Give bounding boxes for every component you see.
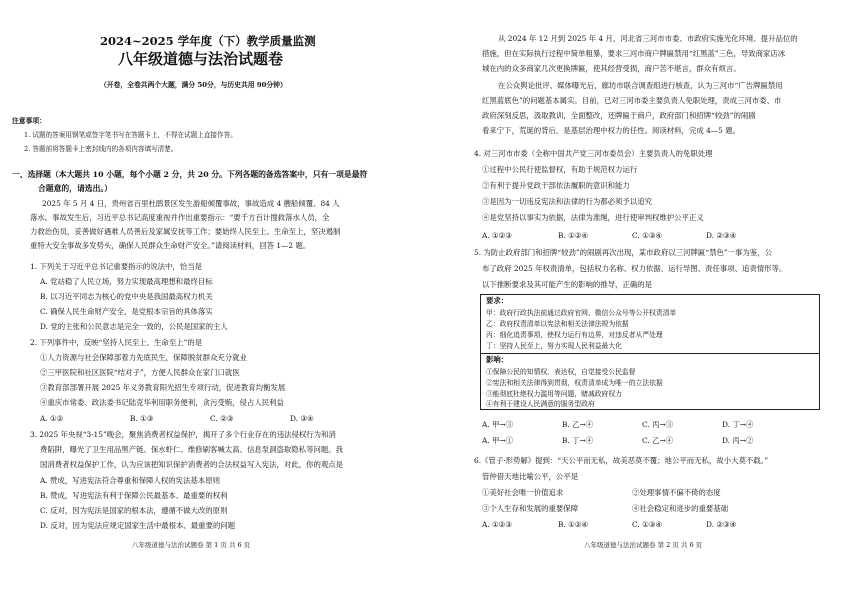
page-footer: 八年级道德与法治试题卷 第 1 页 共 6 页 (132, 541, 251, 549)
exam-info: （开卷，全卷共两个大题，满分 50分，与历史共用 90分钟） (100, 81, 287, 89)
q1-option: A. 党站稳了人民立场，努力实现最高理想和最终目标 (40, 277, 213, 286)
question-6-cont: 管仲借天地比喻公平，公平是 (482, 472, 579, 481)
passage-line: 看来宁下，荒诞的背后，是基层治理中权力的任性。阅读材料，完成 4—5 题。 (482, 126, 740, 135)
question-3-cont: 国消费者权益保护工作，认为应该把知识保护消费者的合法权益写入宪法，对此，你的观点是 (40, 460, 344, 469)
passage-line: 措施，但在实际执行过程中简单粗暴，要求三河市商户牌匾禁用“红黑蓝”三色，导致商家店冰 (482, 49, 786, 58)
passage-line: 重特大安全事故多发势头，确保人民群众生命财产安全。”请阅读材料，回答 1—2 题。 (30, 241, 311, 250)
q2-item: ④重庆市常委、政法委书记陆克华利用职务便利，贪污受贿，侵占人民利益 (40, 398, 284, 407)
passage-line: 红黑蓝底色”的问题基本属实。目前，已对三河市委主要负责人免职处理，责成三河市委、市 (482, 96, 782, 105)
section-heading-cont: 合题意的，请选出。） (38, 184, 113, 193)
box-effects-heading: 影响： (486, 355, 509, 364)
q4-option: C. ①③④ (632, 231, 662, 240)
notice-item: 2. 答题前将答题卡上密封线内的各项内容填写清楚。 (24, 145, 178, 153)
subject-title: 八年级道德与法治试题卷 (118, 50, 284, 68)
q2-item: ②三甲医院和社区医院“结对子”，方便人民群众在家门口就医 (40, 368, 240, 377)
q5-option: D. 丙→② (722, 436, 754, 445)
exam-title: 2024~2025 学年度（下）教学质量监测 (100, 34, 316, 48)
q5-option: B. 乙→④ (562, 420, 594, 429)
question-2: 2. 下列事件中，反映“坚持人民至上、生命至上”的是 (30, 338, 203, 347)
q6-option: D. ②③④ (706, 520, 737, 529)
q6-option: C. ①③④ (632, 520, 662, 529)
q6-option: B. ①②④ (558, 520, 589, 529)
q3-option: A. 赞成，写进宪法符合尊重和保障人权的宪法基本原则 (40, 476, 221, 485)
q4-option: D. ②③④ (706, 231, 737, 240)
question-5-cont: 以下推断要求及其可能产生的影响的推导，正确的是 (482, 280, 652, 289)
q4-item: ②有利于提升党政干部依法履职的意识和能力 (482, 181, 630, 190)
passage-line: 政府深刻反思，汲取教训，全面整改，还牌匾于商户，政府部门和招牌“较劲”的闹剧 (482, 111, 756, 120)
q5-option: A. 甲→① (482, 436, 514, 445)
q6-item: ④社会稳定和进步的重要基础 (632, 504, 729, 513)
question-3: 3. 2025 年央视“3·15”晚会，聚焦消费者权益保护，揭开了多个行业存在的违法侵权行为和消 (30, 430, 336, 439)
box-requirements-heading: 要求： (486, 296, 509, 305)
question-6: 6.《管子·形势解》提到：“天公平而无私，故美恶莫不覆；地公平而无私，故小大莫不载。” (474, 456, 769, 465)
question-3-cont: 费陷阱，曝光了卫生用品黑产链、保水虾仁、维修刷客喊太高、信息泵洞盗取隐私等问题。我 (40, 445, 344, 454)
notice-heading: 注意事项： (12, 117, 46, 125)
q2-item: ③教育部部署开展 2025 年义务教育阳光招生专项行动，促进教育均衡发展 (40, 383, 286, 392)
q4-item: ③是因为一切违反宪法和法律的行为都必须予以追究 (482, 197, 652, 206)
q5-option: B. 丁→④ (562, 436, 594, 445)
q5-option: C. 丙→③ (642, 420, 674, 429)
q4-option: B. ①②④ (558, 231, 589, 240)
section-heading: 一、选择题（本大题共 10 小题，每个小题 2 分，共 20 分。下列各题的备选答案中，只有一项是最符 (12, 170, 368, 179)
q1-option: C. 确保人民生命财产安全，是党根本宗旨的具体落实 (40, 307, 213, 316)
box-effect: ③能彻底杜绝权力滥用等问题，赌减政府权力 (486, 390, 622, 398)
q5-option: D. 丁→④ (722, 420, 754, 429)
q5-option: A. 甲→③ (482, 420, 514, 429)
q6-option: A. ①②③ (482, 520, 512, 529)
q2-option: A. ①② (40, 414, 64, 423)
passage-line: 从 2024 年 12 月到 2025 年 4 月，河北省三河市市委、市政府实施光化环境、提升品位的 (498, 34, 798, 43)
box-requirement: 丙：细化追责事项，使权力运行有边界，对违反者从严处理 (486, 331, 663, 339)
q5-option: C. 乙→④ (642, 436, 674, 445)
q1-option: B. 以习近平同志为核心的党中央是我国最高权力机关 (40, 292, 213, 301)
q2-option: D. ③④ (290, 414, 314, 423)
passage-line: 2025 年 5 月 4 日，贵州省百里杜鹃景区发生游船倾覆事故，事故造成 4 艘船倾覆、84 人 (42, 199, 340, 208)
q6-item: ③个人生存和发展的重要保障 (482, 504, 579, 513)
box-effect: ②宪法和相关法律得到贯彻，权责清单成为唯一的立法依据 (486, 379, 663, 387)
q3-option: C. 反对，因为宪法是国家的根本法，遵循不做大改的原则 (40, 506, 228, 515)
passage-line: 力救治伤员，妥善做好遇难人员善后及家属安抚等工作；要始终人民至上、生命至上，坚决遏制 (30, 227, 341, 236)
question-5: 5. 为防止政府部门和招牌“较劲”的闹剧再次出现，某市政府以三河牌匾“禁色”一事为鉴，公 (474, 248, 772, 257)
page-footer: 八年级道德与法治试题卷 第 2 页 共 6 页 (584, 541, 703, 549)
box-effect: ①保障公民的知情权、表达权，自觉接受公民监督 (486, 368, 636, 376)
q1-option: D. 党的主张和公民意志是完全一致的，公民是国家的主人 (40, 322, 228, 331)
q2-option: B. ①③ (130, 414, 154, 423)
q6-item: ①美好社会唯一价值追求 (482, 488, 564, 497)
q6-item: ②处理事情不偏不倚的态度 (632, 488, 721, 497)
q2-option: C. ②③ (210, 414, 234, 423)
box-requirement: 乙：政府权责清单以宪法和相关法律法规为依据 (486, 320, 629, 328)
q4-item: ①过程中公民行使监督权，有助于规范权力运行 (482, 165, 638, 174)
q4-item: ④是党坚持以事实为依据，法律为准绳，进行使审判权维护公平正义 (482, 213, 704, 222)
q3-option: B. 赞成，写进宪法有利于保障公民最基本、最重要的权利 (40, 491, 228, 500)
q4-option: A. ①②③ (482, 231, 512, 240)
passage-line: 在公众舆论批评、媒体曝光后，廊坊市联合调查组进行核查，认为三河市“广告牌匾禁用 (498, 81, 783, 90)
box-requirement: 丁：坚持人民至上，努力实现人民利益最大化 (486, 342, 622, 350)
notice-item: 1. 试题的答案用钢笔或签字笔书写在答题卡上，不得在试题上直接作答。 (24, 131, 237, 139)
question-4: 4. 对三河市市委（全称中国共产党三河市委员会）主要负责人的免职处理 (474, 149, 713, 158)
question-5-cont: 布了政府 2025 年权责清单，包括权力名称、权力依据、运行导图、责任事项、追责情形等。 (482, 264, 787, 273)
passage-line: 城在内的众多商家几次更换牌匾，使其经营受损，商户苦不堪言，群众有烦言。 (482, 64, 741, 73)
passage-line: 落水。事故发生后，习近平总书记高度重视并作出重要指示：“要千方百计搜救落水人员，全 (30, 213, 330, 222)
q2-item: ①人力资源与社会保障部着力先底民生，保障脱贫群众充分就业 (40, 353, 247, 362)
q3-option: D. 反对，因为宪法应规定国家生活中最根本、最重要的问题 (40, 521, 236, 530)
box-requirement: 甲：政府行政执法前通过政府官网、微信公众号等公开权责清单 (486, 309, 677, 317)
box-divider (480, 353, 820, 354)
question-1: 1. 下列关于习近平总书记重要指示的说法中，恰当是 (30, 262, 202, 271)
box-effect: ④有利于建设人民满意的服务型政府 (486, 400, 595, 408)
right-page (430, 0, 860, 608)
